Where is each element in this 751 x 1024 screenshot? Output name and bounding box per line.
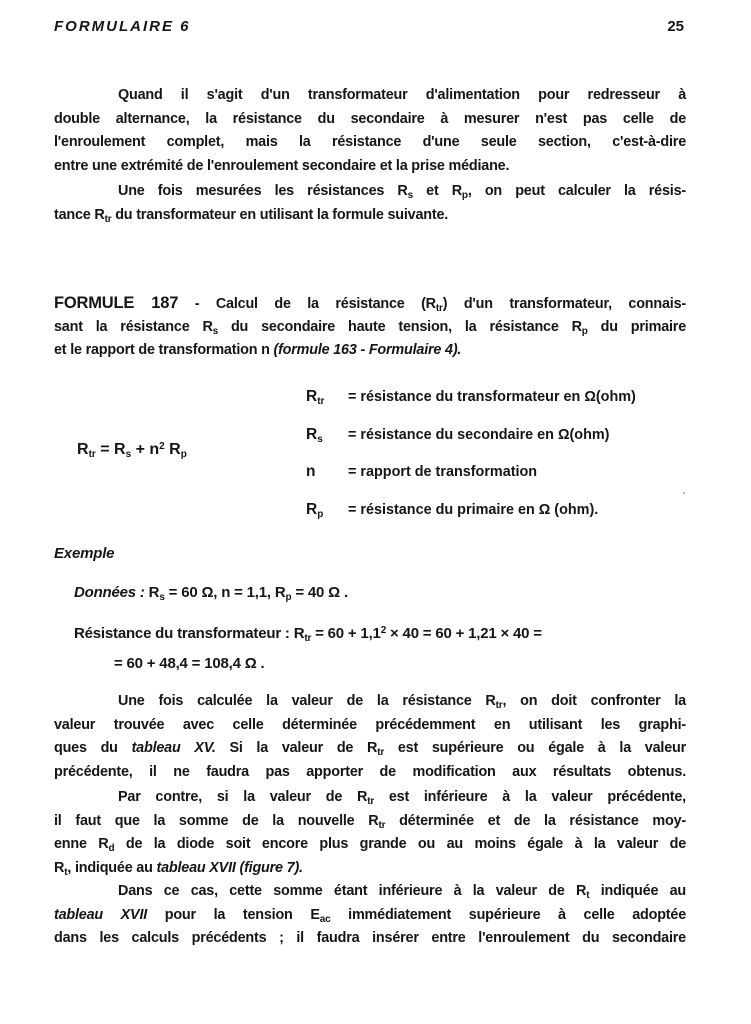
subscript: tr: [378, 819, 386, 831]
subscript: tr: [104, 213, 112, 225]
page-number: 25: [667, 18, 684, 35]
legend-row: [306, 460, 706, 498]
subscript: tr: [367, 796, 375, 807]
text-fragment: pour la tension E: [147, 906, 320, 923]
subscript: s: [407, 190, 413, 201]
subscript: tr: [435, 303, 443, 314]
body-paragraph-3: [54, 880, 686, 951]
subscript: t: [64, 866, 68, 878]
scan-speck: [683, 492, 685, 494]
text-fragment: du transformateur en utilisant la formule suivante.: [111, 206, 449, 223]
text-fragment: du secondaire haute tension, la résistance R: [218, 318, 582, 335]
legend-symbol: $R_{tr}$: [306, 388, 325, 407]
text-fragment: sant la résistance R: [54, 318, 213, 335]
text-line: = 60 + 48,4 = 108,4 Ω .: [114, 655, 265, 672]
legend-symbol: n: [306, 463, 316, 480]
legend-row: [306, 385, 706, 423]
formula-reference: (formule 163 - Formulaire 4).: [273, 342, 462, 358]
text-fragment: du primaire: [587, 318, 686, 335]
text-line: [54, 339, 686, 363]
text-fragment: est inférieure à la valeur précédente,: [374, 789, 686, 805]
text-fragment: R: [144, 584, 160, 601]
table-reference: tableau XVII: [54, 906, 148, 923]
legend-row: [306, 423, 706, 461]
formula-symbol: = R: [95, 441, 126, 458]
text-line: dans les calculs précédents ; il faudra insérer entre l'enroulement du secondaire: [54, 930, 686, 946]
legend-symbol: $R_p$: [306, 500, 324, 520]
text-fragment: Résistance du transformateur : R: [74, 625, 305, 642]
text-fragment: Par contre, si la valeur de R: [118, 789, 368, 805]
text-line: double alternance, la résistance du secondaire à mesurer n'est pas celle de: [54, 110, 686, 127]
example-calculation: [74, 620, 706, 676]
text-line: [54, 880, 686, 904]
body-paragraph-1: [54, 690, 686, 784]
legend-description: = résistance du secondaire en Ω(ohm): [348, 426, 610, 443]
subscript: tr: [495, 700, 503, 711]
text-line: [54, 904, 686, 928]
example-given: [74, 581, 706, 605]
text-fragment: immédiatement supérieure à celle adoptée: [330, 906, 686, 923]
text-line: [54, 180, 686, 204]
text-line: [74, 581, 706, 605]
text-line: [54, 833, 686, 857]
subscript: tr: [88, 449, 96, 460]
text-fragment: enne R: [54, 836, 109, 852]
superscript: 2: [380, 625, 387, 636]
text-line: [54, 204, 686, 228]
text-line: [54, 810, 686, 834]
text-line: [54, 857, 686, 881]
text-line: valeur trouvée avec celle déterminée précédemment en utilisant les graphi-: [54, 716, 686, 733]
main-formula: [77, 441, 187, 459]
text-fragment: × 40 = 60 + 1,21 × 40 =: [386, 625, 542, 642]
formula-heading: [54, 292, 686, 363]
text-fragment: est supérieure ou égale à la valeur: [384, 740, 686, 756]
formula-number: FORMULE 187: [54, 294, 179, 312]
text-line: [54, 786, 686, 810]
subscript: ac: [319, 913, 331, 925]
subscript: d: [108, 843, 115, 854]
table-reference: tableau XVII (figure 7).: [156, 859, 303, 876]
formula-legend: [306, 385, 706, 535]
example-title: [54, 542, 686, 566]
page-header: [54, 18, 684, 40]
text-line: [74, 620, 706, 652]
legend-row: [306, 498, 706, 536]
subscript: tr: [377, 747, 385, 758]
legend-description: = résistance du transformateur en Ω(ohm): [348, 389, 636, 405]
legend-description: = rapport de transformation: [348, 464, 538, 480]
text-fragment: Une fois mesurées les résistances R: [118, 183, 408, 199]
formula-symbol: + n: [131, 441, 160, 458]
subscript: tr: [304, 633, 312, 644]
legend-symbol: $R_s$: [306, 425, 323, 445]
text-fragment: Une fois calculée la valeur de la résistance R: [118, 693, 496, 709]
subscript: s: [212, 325, 219, 337]
text-fragment: tance R: [54, 206, 105, 223]
text-fragment: il faut que la somme de la nouvelle R: [54, 812, 379, 829]
text-fragment: et le rapport de transformation n: [54, 342, 274, 358]
text-line: l'enroulement complet, mais la résistance d'une seule section, c'est-à-dire: [54, 134, 686, 150]
table-reference: tableau XV.: [131, 740, 216, 756]
text-fragment: Dans ce cas, cette somme étant inférieure à la valeur de R: [118, 883, 587, 899]
subscript: s: [125, 449, 132, 460]
text-fragment: , on doit confronter la: [502, 693, 686, 709]
subscript: p: [581, 325, 588, 337]
subscript: t: [586, 890, 590, 901]
body-paragraph-2: [54, 786, 686, 880]
subscript: s: [159, 592, 165, 603]
text-line: entre une extrémité de l'enroulement secondaire et la prise médiane.: [54, 157, 510, 174]
text-fragment: indiquée au: [589, 883, 687, 899]
subscript: p: [180, 449, 187, 460]
text-fragment: = 40 Ω .: [291, 584, 348, 601]
text-line: Exemple: [54, 545, 115, 562]
text-line: [54, 316, 686, 340]
formula-symbol: R: [164, 441, 181, 458]
text-fragment: R: [54, 859, 65, 876]
text-fragment: déterminée et de la résistance moy-: [385, 812, 687, 829]
text-line: [54, 690, 686, 714]
given-label: Données :: [74, 584, 145, 601]
text-fragment: , indiquée au: [67, 859, 157, 876]
text-line: Quand il s'agit d'un transformateur d'alimentation pour redresseur à: [118, 87, 686, 103]
text-fragment: = 60 Ω, n = 1,1, R: [164, 584, 286, 601]
text-fragment: - Calcul de la résistance (R: [178, 296, 436, 312]
intro-paragraph-2: [54, 180, 686, 227]
text-fragment: de la diode soit encore plus grande ou au moins égale à la valeur de: [114, 836, 686, 852]
text-line: [54, 737, 686, 761]
text-fragment: ques du: [54, 740, 132, 756]
text-fragment: et R: [412, 183, 462, 199]
text-fragment: = 60 + 1,1: [311, 625, 381, 642]
running-title: FORMULAIRE 6: [54, 18, 191, 35]
text-line: [54, 292, 686, 316]
formula-symbol: R: [77, 441, 89, 458]
subscript: p: [461, 190, 468, 201]
text-fragment: , on peut calculer la résis-: [467, 183, 686, 199]
intro-paragraph-1: [54, 84, 686, 178]
text-line: précédente, il ne faudra pas apporter de modification aux résultats obtenus.: [54, 763, 686, 780]
text-fragment: ) d'un transformateur, connais-: [442, 296, 686, 312]
legend-description: = résistance du primaire en Ω (ohm).: [348, 501, 599, 518]
subscript: p: [285, 592, 292, 603]
superscript: 2: [159, 441, 165, 452]
text-fragment: Si la valeur de R: [215, 740, 378, 756]
